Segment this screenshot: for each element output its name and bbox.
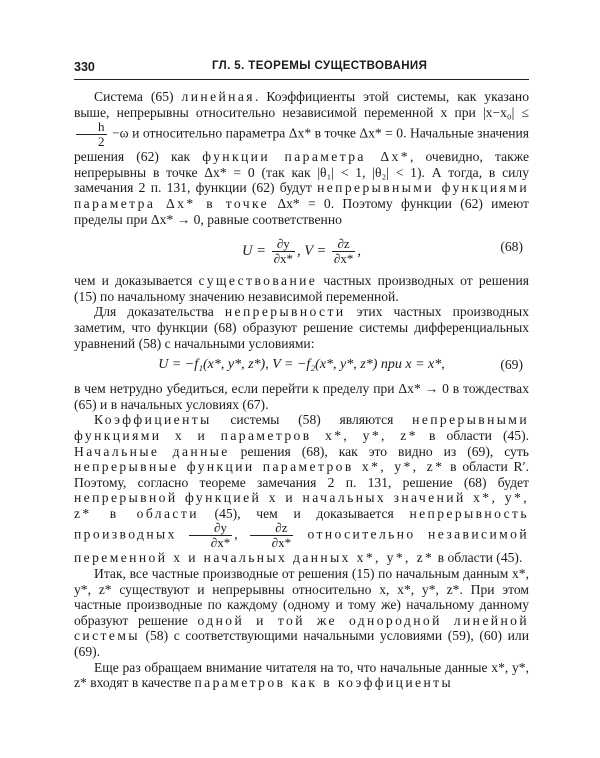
paragraph-4: в чем нетрудно убедиться, если перейти к пределу при Δx* → 0 в тождествах (65) и в начальных условиях (67). — [74, 381, 529, 412]
header-rule — [74, 79, 529, 80]
equation-number-69: (69) — [500, 357, 523, 373]
paragraph-6: Итак, все частные производные от решения (15) по начальным данным x*, y*, z* существуют и непрерывны относительно x, x*, y*, z*. При этом частные производные по каждому (одному и тому же) начальному данному образуют решение одной и той же однородной линейной системы (58) с соответствующими начальными условиями (59), (60) или (69). — [74, 566, 529, 660]
fraction-h-over-2: $\frac{h}{2}$ — [76, 120, 107, 149]
paragraph-5: Коэффициенты системы (58) являются непрерывными функциями x и параметров x*, y*, z* в области (45). Начальные данные решения (68), как это видно из (69), суть непрерывные функции параметров x*, y*, z* в области R′. Поэтому, согласно теореме замечания 2 п. 131, решение (68) будет непрерывной функцией x и начальных значений x*, y*, z* в области (45), чем и доказывается непрерывность производных $\frac{\partial y}{\partial x*}$ , $\frac{\partial z}{\partial x*}$ относительно независимой переменной x и начальных данных x*, y*, z* в области (45). — [74, 412, 530, 566]
paragraph-1: Система (65) линейная. Коэффициенты этой системы, как указано выше, непрерывны относительно независимой переменной x при |x−x₀| ≤ $\frac{h}{2}$ −ω и относительно параметра Δx* в точке Δx* = 0. Начальные значения решения (62) как функции параметра Δx*, очевидно, также непрерывны в точке Δx* = 0 (так как |θ₁| < 1, |θ₂| < 1). А тогда, в силу замечания 2 п. 131, функции (62) будут непрерывными функциями параметра Δx* в точке Δx* = 0. Поэтому функции (62) имеют пределы при Δx* → 0, равные соответственно — [74, 89, 529, 227]
equation-number-68: (68) — [500, 239, 523, 255]
page-body — [74, 89, 529, 691]
paragraph-2: чем и доказывается существование частных производных от решения (15) по начальному значению независимой переменной. — [74, 273, 530, 304]
equation-68: U = $\frac{\partial y}{\partial x*}$ , V = $\frac{\partial z}{\partial x*}$ , (68) — [242, 236, 523, 267]
book-page — [74, 60, 530, 691]
page-number: 330 — [74, 60, 95, 74]
equation-69: U = −f₁(x*, y*, z*), V = −f₂(x*, y*, z*) при x = x*, (69) — [158, 357, 523, 373]
running-head: ГЛ. 5. ТЕОРЕМЫ СУЩЕСТВОВАНИЯ — [212, 60, 428, 72]
page-header — [74, 60, 529, 78]
paragraph-7: Еще раз обращаем внимание читателя на то, что начальные данные x*, y*, z* входят в качестве параметров как в коэффициенты — [74, 659, 529, 691]
paragraph-3: Для доказательства непрерывности этих частных производных заметим, что функции (68) образуют решение системы дифференциальных уравнений (58) с начальными условиями: — [74, 304, 529, 351]
